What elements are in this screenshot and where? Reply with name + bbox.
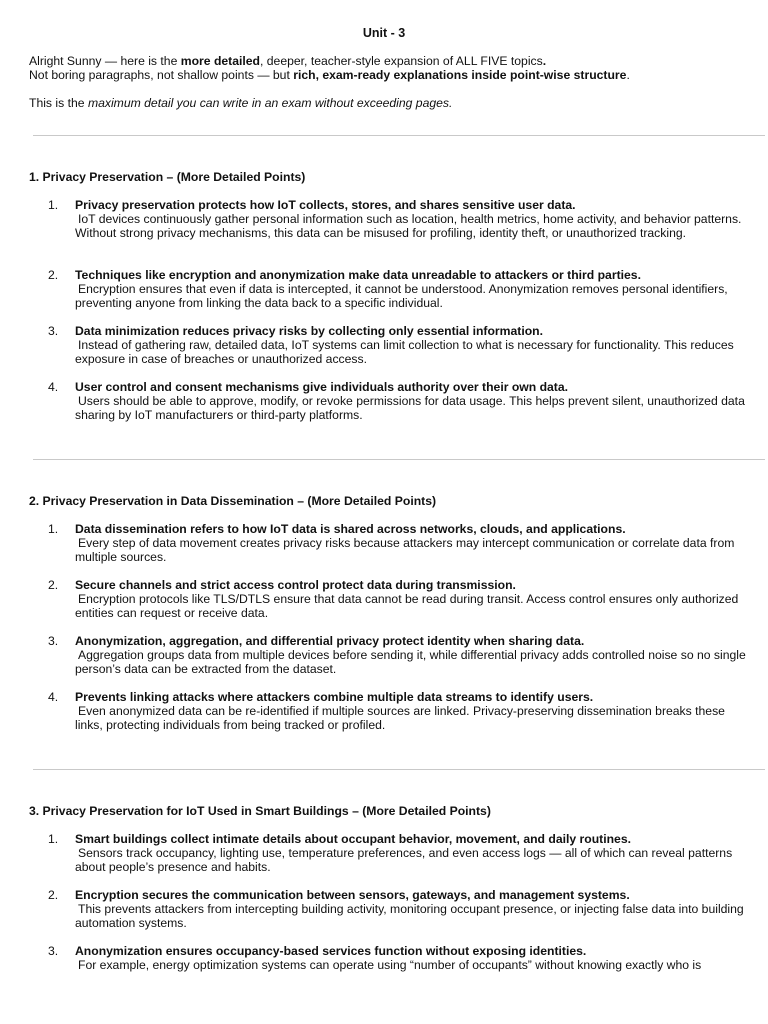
divider-1 xyxy=(33,135,765,136)
list-item: 2. Encryption secures the communication between sensors, gateways, and management systems. This prevents attackers from intercepting building activity, monitoring occupant presence, or injecting false data into building automation systems. xyxy=(48,888,744,930)
list-item: 4. User control and consent mechanisms give individuals authority over their own data. Users should be able to approve, modify, or revoke permissions for data usage. This helps prevent silent, unauthorized data sharing by IoT manufacturers or third-party platforms. xyxy=(48,380,745,422)
divider-2 xyxy=(33,459,765,460)
section-heading-2: 2. Privacy Preservation in Data Dissemination – (More Detailed Points) xyxy=(29,494,437,508)
intro-line-2: Not boring paragraphs, not shallow points — but rich, exam-ready explanations inside point-wise structure. xyxy=(29,68,630,82)
list-item: 3. Data minimization reduces privacy risks by collecting only essential information. Instead of gathering raw, detailed data, IoT systems can limit collection to what is necessary for functionality. This reduces exposure in case of breaches or unauthorized access. xyxy=(48,324,734,366)
list-item: 3. Anonymization ensures occupancy-based services function without exposing identities. For example, energy optimization systems can operate using “number of occupants” without knowing exactly who is xyxy=(48,944,702,972)
list-item: 2. Techniques like encryption and anonymization make data unreadable to attackers or third parties. Encryption ensures that even if data is intercepted, it cannot be understood. Anonymization removes personal identifiers, preventing anyone from linking the data back to a specific individual. xyxy=(48,268,728,310)
intro-block xyxy=(29,54,749,110)
list-item: 1. Privacy preservation protects how IoT collects, stores, and shares sensitive user data. IoT devices continuously gather personal information such as location, health metrics, home activity, and behavior patterns. Without strong privacy mechanisms, this data can be misused for profiling, identity theft, or unauthorized tracking. xyxy=(48,198,742,240)
page-title: Unit - 3 xyxy=(362,26,406,40)
section-heading-1: 1. Privacy Preservation – (More Detailed Points) xyxy=(29,170,306,184)
intro-line-1: Alright Sunny — here is the more detailed, deeper, teacher-style expansion of ALL FIVE topics. xyxy=(29,54,547,68)
list-item: 4. Prevents linking attacks where attackers combine multiple data streams to identify users. Even anonymized data can be re-identified if multiple sources are linked. Privacy-preserving dissemination breaks these links, protecting individuals from being tracked or profiled. xyxy=(48,690,725,732)
list-item: 3. Anonymization, aggregation, and differential privacy protect identity when sharing data. Aggregation groups data from multiple devices before sending it, while differential privacy adds controlled noise so no single person’s data can be extracted from the dataset. xyxy=(48,634,746,676)
list-item: 1. Data dissemination refers to how IoT data is shared across networks, clouds, and applications. Every step of data movement creates privacy risks because attackers may intercept communication or correlate data from multiple sources. xyxy=(48,522,735,564)
intro-line-3: This is the maximum detail you can write in an exam without exceeding pages. xyxy=(29,96,453,110)
section-heading-3: 3. Privacy Preservation for IoT Used in Smart Buildings – (More Detailed Points) xyxy=(29,804,491,818)
list-item: 1. Smart buildings collect intimate details about occupant behavior, movement, and daily routines. Sensors track occupancy, lighting use, temperature preferences, and even access logs — all of which can reveal patterns about people’s presence and habits. xyxy=(48,832,733,874)
list-item: 2. Secure channels and strict access control protect data during transmission. Encryption protocols like TLS/DTLS ensure that data cannot be read during transit. Access control ensures only authorized entities can request or receive data. xyxy=(48,578,739,620)
divider-3 xyxy=(33,769,765,770)
